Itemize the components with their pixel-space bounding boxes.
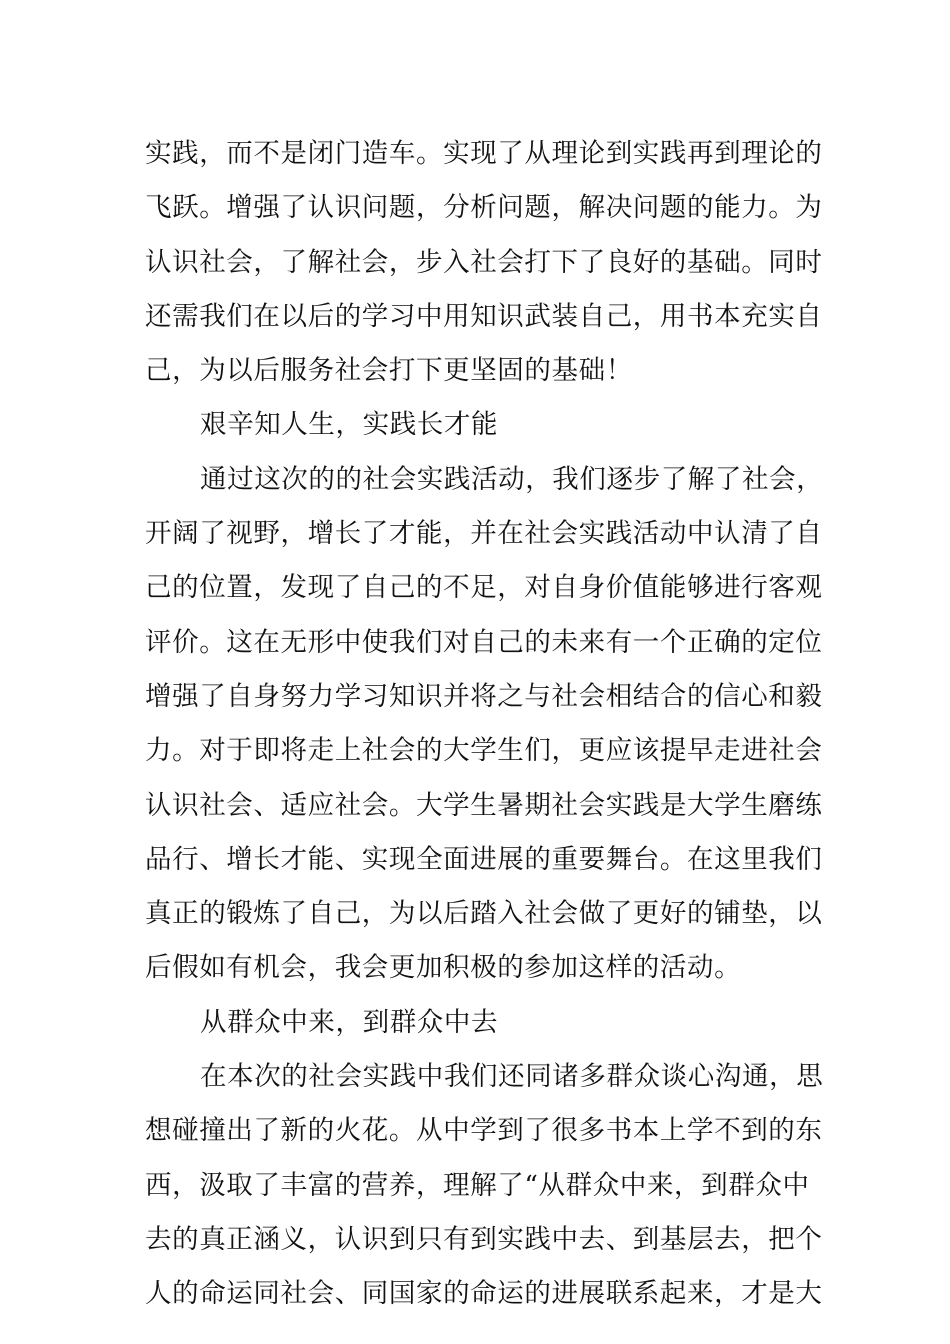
text-line: 己，为以后服务社会打下更坚固的基础！: [145, 355, 633, 387]
document-body: [145, 127, 824, 1322]
text-line: 力。对于即将走上社会的大学生们，更应该提早走进社会: [145, 735, 823, 767]
text-line: 去的真正涵义，认识到只有到实践中去、到基层去，把个: [145, 1223, 823, 1255]
text-line: 评价。这在无形中使我们对自己的未来有一个正确的定位: [145, 626, 823, 658]
text-line: 人的命运同社会、同国家的命运的进展联系起来，才是大: [145, 1278, 823, 1310]
text-line: 飞跃。增强了认识问题，分析问题，解决问题的能力。为: [145, 192, 823, 224]
text-line: 认识社会，了解社会，步入社会打下了良好的基础。同时: [145, 246, 823, 278]
text-line: 实践，而不是闭门造车。实现了从理论到实践再到理论的: [145, 138, 823, 169]
text-line: 己的位置，发现了自己的不足，对自身价值能够进行客观: [145, 572, 823, 604]
text-line: 增强了自身努力学习知识并将之与社会相结合的信心和毅: [145, 680, 823, 712]
text-line: 认识社会、适应社会。大学生暑期社会实践是大学生磨练: [145, 789, 823, 821]
section-heading: 艰辛知人生，实践长才能: [200, 409, 499, 441]
text-line: 真正的锻炼了自己，为以后踏入社会做了更好的铺垫，以: [145, 898, 823, 930]
section-heading: 从群众中来，到群众中去: [200, 1006, 499, 1038]
paragraph-first-line: 通过这次的的社会实践活动，我们逐步了解了社会，: [200, 463, 824, 495]
text-line: 后假如有机会，我会更加积极的参加这样的活动。: [145, 952, 742, 984]
text-line: 开阔了视野，增长了才能，并在社会实践活动中认清了自: [145, 518, 823, 550]
paragraph-first-line: 在本次的社会实践中我们还同诸多群众谈心沟通，思: [200, 1061, 824, 1093]
text-line: 西，汲取了丰富的营养，理解了“从群众中来，到群众中: [145, 1169, 810, 1201]
text-line: 品行、增长才能、实现全面进展的重要舞台。在这里我们: [145, 843, 823, 875]
text-line: 还需我们在以后的学习中用知识武装自己，用书本充实自: [145, 300, 823, 332]
text-line: 想碰撞出了新的火花。从中学到了很多书本上学不到的东: [145, 1115, 823, 1147]
